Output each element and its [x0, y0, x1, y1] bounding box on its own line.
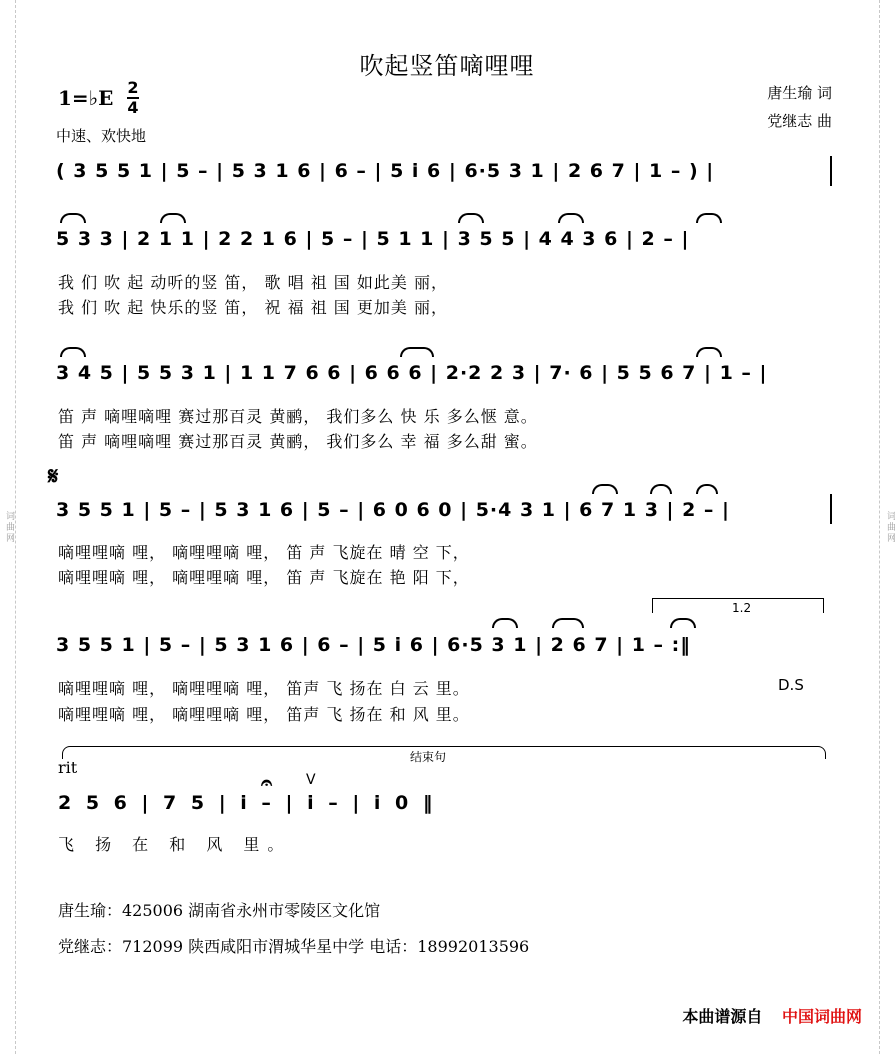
slur [400, 347, 434, 357]
slur [458, 213, 484, 223]
notation-row-4: 3 5 5 1 | 5 – | 5 3 1 6 | 5 – | 6 0 6 0 | 5·4 3 1 | 6 7 1 3 | 2 – | [56, 499, 730, 521]
right-dashed-line [879, 0, 880, 1054]
lyrics-row-2-verse-2: 我 们 吹 起 快乐的竖 笛， 祝 福 祖 国 更加美 丽， [58, 298, 448, 317]
score-page [18, 0, 876, 1054]
lyrics-row-6: 飞 扬 在 和 风 里。 [58, 835, 292, 854]
footer-source [682, 1004, 862, 1027]
slur [558, 213, 584, 223]
lyrics-row-5-verse-1: 嘀哩哩嘀 哩， 嘀哩哩嘀 哩， 笛声 飞 扬在 白 云 里。 [58, 679, 470, 698]
lyrics-row-3-verse-1: 笛 声 嘀哩嘀哩 赛过那百灵 黄鹂， 我们多么 快 乐 多么惬 意。 [58, 407, 538, 426]
slur [696, 484, 718, 494]
slur [160, 213, 186, 223]
slur [492, 618, 518, 628]
slur [696, 213, 722, 223]
dal-segno-mark: D.S [778, 676, 804, 694]
tempo-marking: 中速、欢快地 [56, 127, 147, 145]
slur [60, 213, 86, 223]
key-signature: 1=♭E [58, 86, 114, 110]
watermark-text: 词曲网 [4, 510, 14, 544]
contact-lyricist: 唐生瑜：425006 湖南省永州市零陵区文化馆 [58, 901, 381, 920]
notation-row-1: ( 3 5 5 1 | 5 – | 5 3 1 6 | 6 – | 5 i 6 | 6·5 3 1 | 2 6 7 | 1 – ) | [56, 160, 715, 182]
volta-label: 1.2 [732, 601, 752, 615]
left-watermark-strip [0, 0, 14, 1054]
site-link[interactable]: 中国词曲网 [781, 1007, 862, 1026]
time-signature [126, 80, 140, 116]
fermata-sign: 𝄐 [261, 770, 273, 794]
lyrics-row-4-verse-1: 嘀哩哩嘀 哩， 嘀哩哩嘀 哩， 笛 声 飞旋在 晴 空 下， [58, 543, 470, 562]
source-text: 本曲谱源自 [682, 1007, 763, 1026]
watermark-text: 词曲网 [885, 510, 895, 544]
slur [60, 347, 86, 357]
notation-row-5: 3 5 5 1 | 5 – | 5 3 1 6 | 6 – | 5 i 6 | 6·5 3 1 | 2 6 7 | 1 – :‖ [56, 634, 691, 656]
segno-sign: 𝄋 [48, 462, 59, 490]
barline [830, 494, 832, 524]
slur [650, 484, 672, 494]
time-signature-bottom: 4 [127, 98, 139, 117]
lyrics-row-4-verse-2: 嘀哩哩嘀 哩， 嘀哩哩嘀 哩， 笛 声 飞旋在 艳 阳 下， [58, 568, 470, 587]
lyrics-row-3-verse-2: 笛 声 嘀哩嘀哩 赛过那百灵 黄鹂， 我们多么 幸 福 多么甜 蜜。 [58, 432, 538, 451]
contact-composer: 党继志：712099 陕西咸阳市渭城华星中学 电话：18992013596 [58, 937, 530, 956]
left-dashed-line [15, 0, 16, 1054]
notation-row-6: 2 5 6 | 7 5 | i – | i – | i 0 ‖ [58, 792, 437, 814]
song-title: 吹起竖笛嘀哩哩 [359, 52, 535, 80]
lyrics-row-2-verse-1: 我 们 吹 起 动听的竖 笛， 歌 唱 祖 国 如此美 丽， [58, 273, 448, 292]
notation-row-3: 3 4 5 | 5 5 3 1 | 1 1 7 6 6 | 6 6 6 | 2·2 2 3 | 7· 6 | 5 5 6 7 | 1 – | [56, 362, 768, 384]
lyrics-row-5-verse-2: 嘀哩哩嘀 哩， 嘀哩哩嘀 哩， 笛声 飞 扬在 和 风 里。 [58, 705, 470, 724]
slur [696, 347, 722, 357]
slur [552, 618, 584, 628]
time-signature-top: 2 [127, 78, 139, 97]
notation-row-2: 5 3 3 | 2 1 1 | 2 2 1 6 | 5 – | 5 1 1 | 3 5 5 | 4 4 3 6 | 2 – | [56, 228, 690, 250]
ending-phrase-label: 结束句 [410, 750, 447, 764]
slur [592, 484, 618, 494]
slur [670, 618, 696, 628]
ritardando-mark: rit [58, 758, 78, 777]
composer-credit: 党继志 曲 [767, 112, 832, 130]
breath-mark: V [306, 772, 316, 788]
lyricist-credit: 唐生瑜 词 [767, 84, 832, 102]
right-watermark-strip [881, 0, 895, 1054]
barline [830, 156, 832, 186]
